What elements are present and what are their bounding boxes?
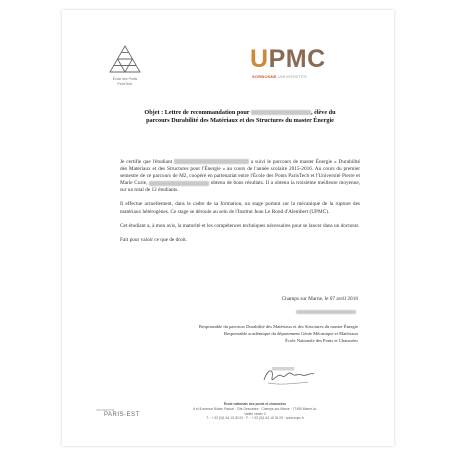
paragraph-2: Il effectue actuellement, dans le cadre de sa formation, un stage portant sur la mécanique de la rupture des matériaux hétérogènes. Ce stage se déroule au sein de l'Institut Jean Le Rond d'Alembert (UPMC). <box>120 201 360 215</box>
role-3: École Nationale des Ponts et Chaussées <box>285 338 358 344</box>
redacted-signature-label <box>272 367 294 371</box>
enpc-triangle-icon <box>100 43 150 77</box>
paris-est-line2: PARIS-EST <box>104 412 140 418</box>
paris-est-line1: UNIVERSITÉ <box>96 408 115 412</box>
upmc-wordmark <box>250 46 326 72</box>
footer-school: École nationale des ponts et chaussées <box>223 402 287 406</box>
footer-contact: T. : + 33 (0)1 64 15 30 00 · F. : + 33 (0)1 64 15 34 09 · www.enpc.fr <box>206 416 304 421</box>
redacted-signatory-name <box>296 310 358 314</box>
role-2: Responsable académique du département Génie Mécanique et Matériaux <box>223 331 358 337</box>
letter-date: Champs sur Marne, le 07 avril 2016 <box>281 296 358 302</box>
redacted-signatory-bar <box>296 310 356 314</box>
object-suffix: , élève du <box>310 109 336 116</box>
role-1: Responsable du parcours Durabilité des Matériaux et des Structures du master Énergie <box>199 324 358 329</box>
footer-street: 6 et 8 avenue Blaise Pascal · Cité Descartes · Champs-sur-Marne · 77455 Marne-la-Vallée cedex 2 <box>193 406 317 416</box>
redacted-name <box>251 110 311 115</box>
paragraph-3: Cet étudiant a, à mon avis, la maturité et les compétences techniques nécessaires pour se lancer dans un doctorat. <box>120 222 360 229</box>
object-prefix: Objet : Lettre de recommandation pour <box>144 109 250 116</box>
letter-object <box>120 109 360 125</box>
enpc-logo <box>100 43 150 93</box>
enpc-logo-line2: ParisTech <box>117 82 133 86</box>
upmc-letter-u: U <box>250 45 269 73</box>
object-line2: parcours Durabilité des Matériaux et des Structures du master Énergie <box>146 117 334 124</box>
redacted-student-name-2 <box>149 181 209 186</box>
footer-address <box>190 402 320 421</box>
redacted-student-name <box>174 159 249 164</box>
upmc-subtitle-bold: SORBONNE <box>252 74 277 79</box>
paris-est-logo <box>96 408 140 424</box>
p1-part-b: a suivi le parcours de master Énergie « Durabilité des Matériaux et des Structures pour l'Énergie » au cours de l'année scolaire 2015-2016. Au cours du premier semestre de ce parcours de M2, coopéré en partenariat entre l'École des Ponts ParisTech et l'Université Pierre et Marie Curie, <box>120 159 360 187</box>
signatory-roles <box>118 323 358 345</box>
p1-part-c: obtenu de bons résultats. Il a obtenu la troisième meilleure moyenne, sur un total de 12 étudiants. <box>120 180 361 194</box>
enpc-logo-line1: École des Ponts <box>112 77 138 81</box>
handwritten-signature <box>258 364 318 390</box>
p1-part-a: Je certifie que l'étudiant <box>120 159 173 165</box>
paragraph-4: Fait pour valoir ce que de droit. <box>120 236 187 243</box>
paragraph-1 <box>120 159 360 194</box>
upmc-letters-pmc: PMC <box>268 45 326 73</box>
upmc-logo <box>250 46 345 86</box>
upmc-subtitle-rest: UNIVERSITÉS <box>278 74 307 79</box>
letter-body <box>120 159 360 251</box>
upmc-subtitle <box>252 74 307 79</box>
